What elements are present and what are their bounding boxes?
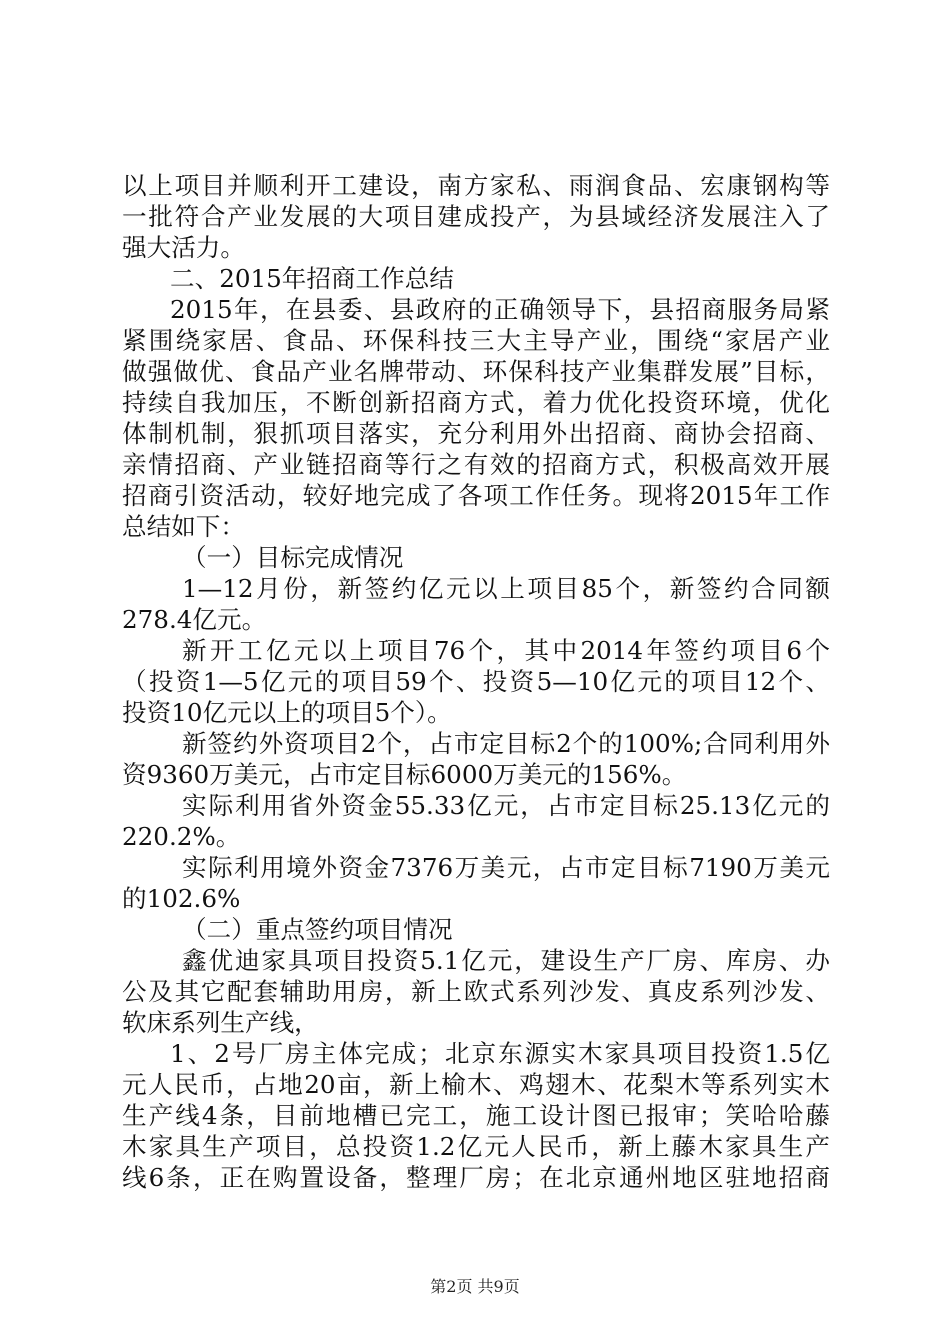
text-line: 实际利用境外资金7376万美元，占市定目标7190万美元	[182, 853, 830, 882]
text-line: 线6条，正在购置设备，整理厂房；在北京通州地区驻地招商	[122, 1163, 830, 1192]
text-line: 1、2号厂房主体完成；北京东源实木家具项目投资1.5亿	[170, 1039, 830, 1068]
text-line: 体制机制，狠抓项目落实，充分利用外出招商、商协会招商、	[122, 419, 830, 448]
text-line: 元人民币，占地20亩，新上榆木、鸡翅木、花梨木等系列实木	[122, 1070, 830, 1099]
page-footer: 第2页 共9页	[430, 1277, 520, 1296]
text-line: 以上项目并顺利开工建设，南方家私、雨润食品、宏康钢构等	[122, 171, 830, 200]
text-line: 招商引资活动，较好地完成了各项工作任务。现将2015年工作	[122, 481, 830, 510]
text-line: 鑫优迪家具项目投资5.1亿元，建设生产厂房、库房、办	[182, 946, 830, 975]
text-line: 新开工亿元以上项目76个，其中2014年签约项目6个	[182, 636, 830, 665]
text-line: 软床系列生产线，	[122, 1008, 319, 1037]
text-line: 总结如下：	[122, 512, 245, 541]
document-body	[122, 170, 830, 1193]
text-line: 生产线4条，目前地槽已完工，施工设计图已报审；笑哈哈藤	[122, 1101, 830, 1130]
text-line: 公及其它配套辅助用房，新上欧式系列沙发、真皮系列沙发、	[122, 977, 830, 1006]
text-line: 的102.6%	[122, 884, 241, 913]
text-line: 2015年，在县委、县政府的正确领导下，县招商服务局紧	[170, 295, 830, 324]
text-line: 做强做优、食品产业名牌带动、环保科技产业集群发展”目标，	[122, 357, 830, 386]
text-line: 持续自我加压，不断创新招商方式，着力优化投资环境，优化	[122, 388, 830, 417]
text-line: 一批符合产业发展的大项目建成投产，为县域经济发展注入了	[122, 202, 830, 231]
text-line: （投资1—5亿元的项目59个、投资5—10亿元的项目12个、	[122, 667, 830, 696]
text-line: 资9360万美元，占市定目标6000万美元的156%。	[122, 760, 687, 789]
text-line: 投资10亿元以上的项目5个）。	[122, 698, 452, 727]
text-line: （二）重点签约项目情况	[182, 915, 453, 944]
text-line: 强大活力。	[122, 233, 245, 262]
text-line: 二、2015年招商工作总结	[170, 264, 454, 293]
text-line: （一）目标完成情况	[182, 543, 404, 572]
text-line: 220.2%。	[122, 822, 241, 851]
text-line: 278.4亿元。	[122, 605, 267, 634]
text-line: 紧围绕家居、食品、环保科技三大主导产业，围绕“家居产业	[122, 326, 830, 355]
text-line: 亲情招商、产业链招商等行之有效的招商方式，积极高效开展	[122, 450, 830, 479]
text-line: 1—12月份，新签约亿元以上项目85个，新签约合同额	[182, 574, 830, 603]
text-line: 实际利用省外资金55.33亿元，占市定目标25.13亿元的	[182, 791, 830, 820]
text-line: 木家具生产项目，总投资1.2亿元人民币，新上藤木家具生产	[122, 1132, 830, 1161]
text-line: 新签约外资项目2个，占市定目标2个的100%;合同利用外	[182, 729, 830, 758]
